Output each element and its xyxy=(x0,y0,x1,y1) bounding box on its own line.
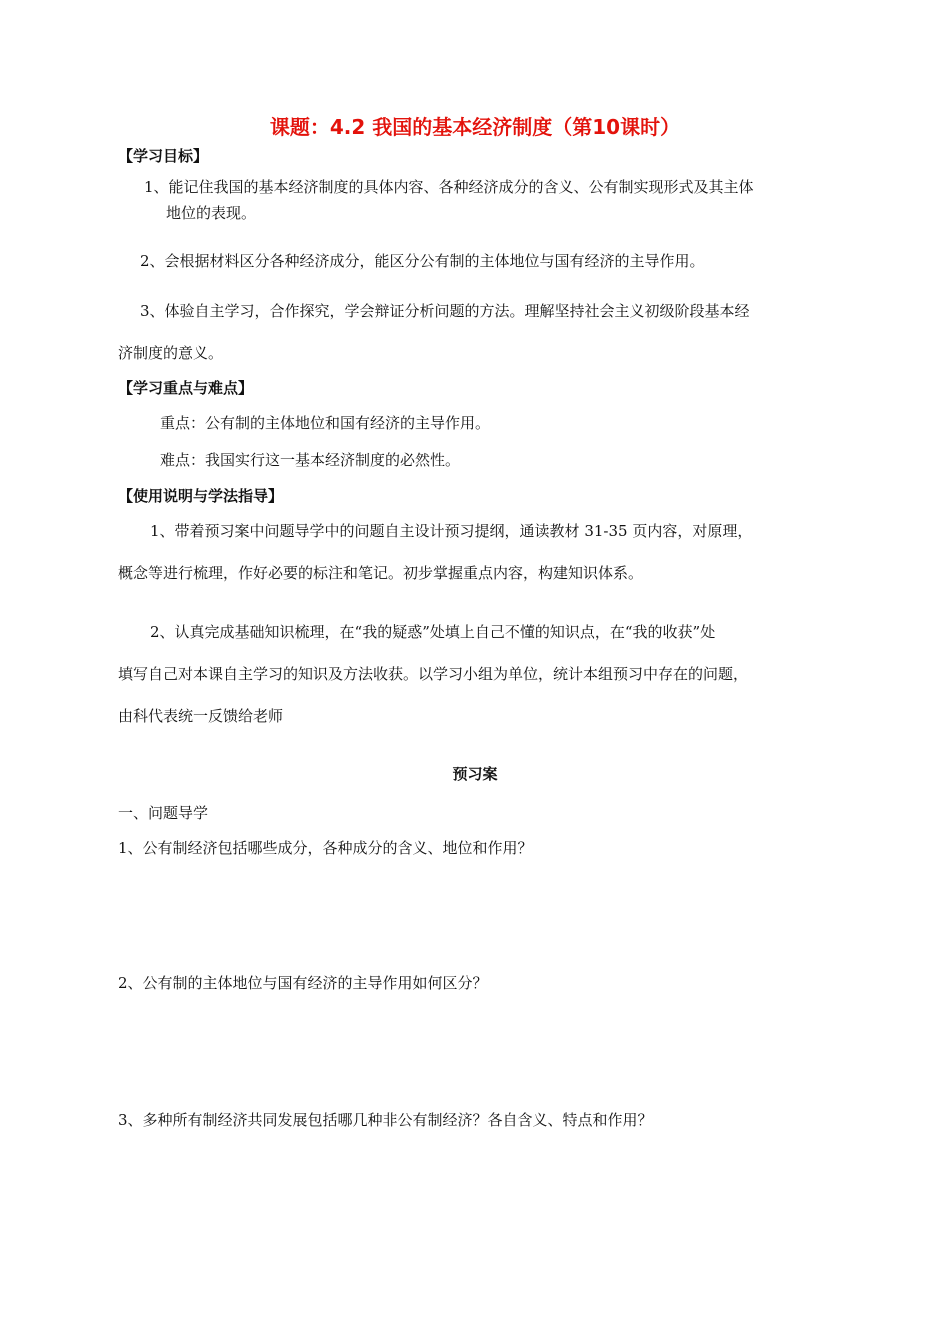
goal-item-2: 2、会根据材料区分各种经济成分，能区分公有制的主体地位与国有经济的主导作用。 xyxy=(140,252,705,270)
guide-item-2-line-2: 填写自己对本课自主学习的知识及方法收获。以学习小组为单位，统计本组预习中存在的问题， xyxy=(118,665,749,683)
goal-item-3-line-2: 济制度的意义。 xyxy=(118,344,224,362)
key-point: 重点：公有制的主体地位和国有经济的主导作用。 xyxy=(160,414,491,432)
focus-heading: 【学习重点与难点】 xyxy=(118,379,254,397)
preview-section-title: 一、问题导学 xyxy=(118,804,209,822)
goal-item-1-line-2: 地位的表现。 xyxy=(166,204,257,222)
guide-item-2-line-1: 2、认真完成基础知识梳理，在“我的疑惑”处填上自己不懂的知识点，在“我的收获”处 xyxy=(150,623,716,641)
guide-heading: 【使用说明与学法指导】 xyxy=(118,487,284,505)
question-3: 3、多种所有制经济共同发展包括哪几种非公有制经济？各自含义、特点和作用？ xyxy=(118,1111,653,1129)
difficulty-point: 难点：我国实行这一基本经济制度的必然性。 xyxy=(160,451,461,469)
goal-item-3-line-1: 3、体验自主学习，合作探究，学会辩证分析问题的方法。理解坚持社会主义初级阶段基本经 xyxy=(140,302,750,320)
question-2: 2、公有制的主体地位与国有经济的主导作用如何区分？ xyxy=(118,974,488,992)
preview-heading: 预习案 xyxy=(452,765,498,783)
guide-item-1-line-1: 1、带着预习案中问题导学中的问题自主设计预习提纲，通读教材 31-35 页内容，对原理， xyxy=(150,522,753,540)
goals-heading: 【学习目标】 xyxy=(118,147,209,165)
document-title: 课题：4.2 我国的基本经济制度（第10课时） xyxy=(269,115,681,139)
guide-item-1-line-2: 概念等进行梳理，作好必要的标注和笔记。初步掌握重点内容，构建知识体系。 xyxy=(118,564,644,582)
goal-item-1-line-1: 1、能记住我国的基本经济制度的具体内容、各种经济成分的含义、公有制实现形式及其主体 xyxy=(144,178,754,196)
question-1: 1、公有制经济包括哪些成分，各种成分的含义、地位和作用？ xyxy=(118,839,533,857)
guide-item-2-line-3: 由科代表统一反馈给老师 xyxy=(118,707,284,725)
